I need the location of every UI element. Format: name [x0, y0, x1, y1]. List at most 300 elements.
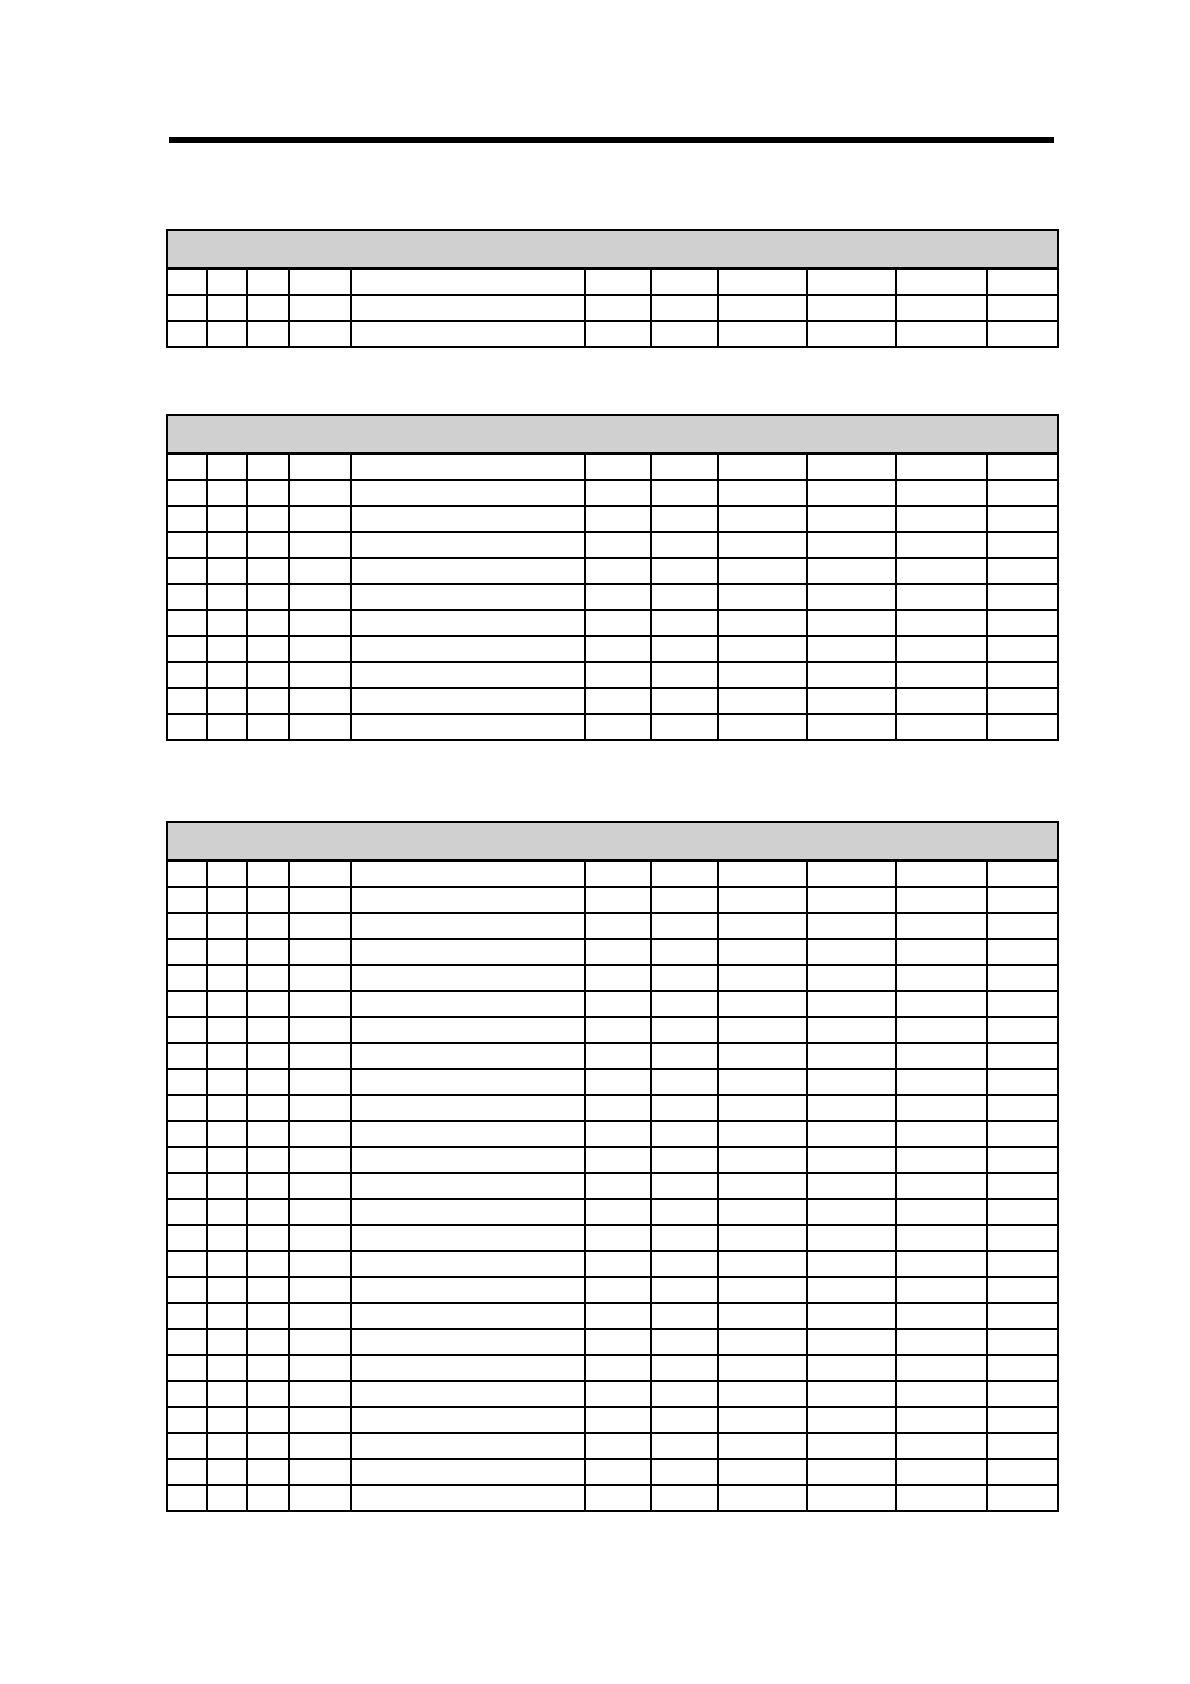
table-cell	[651, 1147, 718, 1173]
table-cell	[807, 913, 896, 939]
table-cell	[987, 1095, 1058, 1121]
table-cell	[247, 1199, 289, 1225]
table-row	[167, 1381, 1058, 1407]
table-cell	[585, 662, 651, 688]
table-row	[167, 965, 1058, 991]
table-cell	[807, 1303, 896, 1329]
table-cell	[718, 558, 807, 584]
table-row	[167, 991, 1058, 1017]
table-cell	[651, 454, 718, 481]
table-cell	[351, 269, 585, 296]
table-row	[167, 1459, 1058, 1485]
table-cell	[585, 1485, 651, 1511]
table-cell	[987, 861, 1058, 888]
table-cell	[167, 1225, 207, 1251]
table-row	[167, 321, 1058, 347]
table-cell	[247, 1173, 289, 1199]
table-cell	[896, 662, 987, 688]
table-cell	[718, 887, 807, 913]
table-cell	[247, 688, 289, 714]
table-cell	[207, 610, 247, 636]
table-cell	[289, 662, 351, 688]
table-cell	[651, 480, 718, 506]
table-cell	[351, 1069, 585, 1095]
table-cell	[247, 1225, 289, 1251]
table-cell	[247, 1433, 289, 1459]
table-cell	[207, 1095, 247, 1121]
table-cell	[807, 1017, 896, 1043]
table-cell	[247, 558, 289, 584]
table-cell	[167, 558, 207, 584]
table-cell	[167, 1381, 207, 1407]
table-cell	[207, 1017, 247, 1043]
table-cell	[718, 991, 807, 1017]
table-cell	[351, 1017, 585, 1043]
table-cell	[807, 939, 896, 965]
table-cell	[289, 1069, 351, 1095]
table-cell	[247, 887, 289, 913]
table-cell	[167, 584, 207, 610]
table-cell	[167, 714, 207, 740]
table-cell	[718, 1433, 807, 1459]
table-cell	[207, 1329, 247, 1355]
table-cell	[247, 321, 289, 347]
table-cell	[987, 1199, 1058, 1225]
table-row	[167, 532, 1058, 558]
table-cell	[351, 454, 585, 481]
table-cell	[585, 1095, 651, 1121]
table-cell	[585, 506, 651, 532]
table-row	[167, 1251, 1058, 1277]
table-cell	[807, 861, 896, 888]
table-cell	[718, 714, 807, 740]
table-header-band	[167, 415, 1058, 454]
table-cell	[585, 636, 651, 662]
table-cell	[351, 1407, 585, 1433]
table-cell	[247, 662, 289, 688]
table-cell	[207, 939, 247, 965]
table-row	[167, 1277, 1058, 1303]
table-cell	[289, 1173, 351, 1199]
table-cell	[289, 1277, 351, 1303]
table-cell	[807, 1459, 896, 1485]
table-cell	[289, 1225, 351, 1251]
table-header-band-label	[167, 415, 1058, 454]
table-cell	[718, 269, 807, 296]
table-row	[167, 1329, 1058, 1355]
table-cell	[207, 1225, 247, 1251]
table-cell	[896, 1225, 987, 1251]
table-cell	[207, 991, 247, 1017]
table-cell	[807, 636, 896, 662]
table-cell	[207, 1199, 247, 1225]
table-cell	[289, 1329, 351, 1355]
table-cell	[351, 1329, 585, 1355]
table-cell	[351, 295, 585, 321]
table-cell	[718, 1251, 807, 1277]
table-cell	[896, 1433, 987, 1459]
table-cell	[987, 636, 1058, 662]
table-cell	[718, 454, 807, 481]
table-cell	[807, 1121, 896, 1147]
table-cell	[167, 939, 207, 965]
table-row	[167, 480, 1058, 506]
table-row	[167, 1199, 1058, 1225]
table-cell	[896, 913, 987, 939]
table-cell	[718, 321, 807, 347]
table-cell	[651, 991, 718, 1017]
table-cell	[585, 610, 651, 636]
table-cell	[718, 1173, 807, 1199]
table-cell	[289, 1017, 351, 1043]
table-cell	[207, 269, 247, 296]
table-cell	[289, 913, 351, 939]
table-cell	[247, 1381, 289, 1407]
table-cell	[167, 1069, 207, 1095]
table-row	[167, 714, 1058, 740]
table-cell	[651, 269, 718, 296]
table-cell	[651, 321, 718, 347]
table-cell	[207, 1121, 247, 1147]
table-cell	[651, 1277, 718, 1303]
table-cell	[896, 454, 987, 481]
table-cell	[807, 532, 896, 558]
table-cell	[807, 454, 896, 481]
table-cell	[585, 321, 651, 347]
table-cell	[896, 714, 987, 740]
table-cell	[807, 1199, 896, 1225]
table-cell	[807, 1043, 896, 1069]
table-cell	[585, 1043, 651, 1069]
table-cell	[289, 861, 351, 888]
table-cell	[651, 1121, 718, 1147]
table-cell	[351, 1121, 585, 1147]
table-cell	[651, 714, 718, 740]
table-cell	[807, 714, 896, 740]
table-cell	[718, 1381, 807, 1407]
table-cell	[207, 321, 247, 347]
table-cell	[987, 1329, 1058, 1355]
table-cell	[987, 1225, 1058, 1251]
table-cell	[247, 1069, 289, 1095]
table-row	[167, 662, 1058, 688]
table-cell	[987, 1303, 1058, 1329]
table-row	[167, 1017, 1058, 1043]
table-cell	[987, 610, 1058, 636]
table-cell	[351, 1355, 585, 1381]
table-cell	[247, 1459, 289, 1485]
table-cell	[651, 532, 718, 558]
table-cell	[651, 887, 718, 913]
table-cell	[289, 714, 351, 740]
table-cell	[987, 1069, 1058, 1095]
table-cell	[807, 1173, 896, 1199]
table-cell	[651, 1199, 718, 1225]
table-cell	[207, 1485, 247, 1511]
table-cell	[807, 1147, 896, 1173]
table-cell	[987, 1147, 1058, 1173]
table-cell	[718, 662, 807, 688]
table-cell	[167, 861, 207, 888]
table-cell	[807, 1381, 896, 1407]
table-cell	[585, 714, 651, 740]
table-cell	[987, 506, 1058, 532]
table-cell	[351, 1303, 585, 1329]
table-cell	[289, 558, 351, 584]
table-cell	[987, 321, 1058, 347]
table-row	[167, 913, 1058, 939]
table-cell	[807, 584, 896, 610]
table-cell	[207, 1459, 247, 1485]
table-cell	[247, 506, 289, 532]
table-cell	[289, 1459, 351, 1485]
table-cell	[807, 1433, 896, 1459]
table-cell	[896, 295, 987, 321]
table-cell	[807, 558, 896, 584]
table-cell	[718, 1277, 807, 1303]
form-table-3	[166, 821, 1059, 1512]
table-cell	[289, 636, 351, 662]
table-row	[167, 861, 1058, 888]
table-cell	[585, 1303, 651, 1329]
table-cell	[651, 1173, 718, 1199]
table-cell	[207, 887, 247, 913]
table-cell	[351, 939, 585, 965]
table-cell	[718, 1069, 807, 1095]
table-cell	[585, 1121, 651, 1147]
table-cell	[289, 321, 351, 347]
table-cell	[651, 965, 718, 991]
table-cell	[651, 1225, 718, 1251]
table-cell	[718, 610, 807, 636]
table-cell	[351, 1225, 585, 1251]
table-cell	[585, 887, 651, 913]
table-row	[167, 1173, 1058, 1199]
table-cell	[167, 965, 207, 991]
table-cell	[167, 1329, 207, 1355]
table-cell	[585, 861, 651, 888]
table-cell	[351, 610, 585, 636]
table-cell	[247, 1017, 289, 1043]
table-cell	[896, 1381, 987, 1407]
table-cell	[718, 1459, 807, 1485]
table-row	[167, 1433, 1058, 1459]
table-cell	[351, 662, 585, 688]
table-cell	[167, 1433, 207, 1459]
table-cell	[247, 965, 289, 991]
table-cell	[987, 454, 1058, 481]
table-cell	[987, 269, 1058, 296]
table-cell	[351, 321, 585, 347]
table-cell	[351, 1251, 585, 1277]
table-cell	[207, 1355, 247, 1381]
table-cell	[167, 321, 207, 347]
table-cell	[351, 688, 585, 714]
table-cell	[718, 1225, 807, 1251]
table-cell	[896, 584, 987, 610]
table-cell	[289, 887, 351, 913]
table-row	[167, 584, 1058, 610]
table-cell	[289, 1303, 351, 1329]
table-cell	[807, 887, 896, 913]
table-cell	[651, 913, 718, 939]
table-cell	[718, 636, 807, 662]
table-cell	[167, 662, 207, 688]
table-cell	[585, 1277, 651, 1303]
table-cell	[167, 688, 207, 714]
table-cell	[289, 1251, 351, 1277]
table-cell	[807, 688, 896, 714]
table-cell	[207, 913, 247, 939]
table-cell	[718, 480, 807, 506]
table-cell	[987, 688, 1058, 714]
table-cell	[289, 269, 351, 296]
table-cell	[585, 1355, 651, 1381]
table-cell	[247, 610, 289, 636]
table-cell	[718, 506, 807, 532]
table-cell	[896, 887, 987, 913]
table-cell	[987, 584, 1058, 610]
table-cell	[351, 1199, 585, 1225]
table-cell	[585, 269, 651, 296]
table-cell	[987, 887, 1058, 913]
table-cell	[289, 506, 351, 532]
table-cell	[167, 1043, 207, 1069]
table-cell	[987, 1017, 1058, 1043]
table-cell	[718, 295, 807, 321]
table-cell	[247, 861, 289, 888]
table-cell	[896, 558, 987, 584]
table-cell	[167, 269, 207, 296]
table-cell	[651, 1485, 718, 1511]
table-cell	[207, 636, 247, 662]
table-cell	[167, 991, 207, 1017]
table-cell	[247, 1485, 289, 1511]
table-cell	[351, 1433, 585, 1459]
table-cell	[167, 1017, 207, 1043]
table-cell	[585, 558, 651, 584]
table-cell	[718, 1329, 807, 1355]
table-cell	[651, 1433, 718, 1459]
table-cell	[896, 1043, 987, 1069]
table-cell	[987, 991, 1058, 1017]
table-cell	[718, 1303, 807, 1329]
top-rule	[169, 137, 1054, 143]
table-cell	[289, 1355, 351, 1381]
table-cell	[289, 1407, 351, 1433]
table-cell	[351, 887, 585, 913]
table-cell	[207, 584, 247, 610]
table-row	[167, 1043, 1058, 1069]
table-cell	[896, 532, 987, 558]
table-cell	[896, 506, 987, 532]
table-cell	[167, 636, 207, 662]
table-cell	[651, 558, 718, 584]
table-cell	[207, 1433, 247, 1459]
table-cell	[987, 1277, 1058, 1303]
table-cell	[289, 688, 351, 714]
table-cell	[351, 506, 585, 532]
table-cell	[207, 295, 247, 321]
table-cell	[896, 321, 987, 347]
table-cell	[987, 913, 1058, 939]
table-cell	[289, 1043, 351, 1069]
table-cell	[651, 688, 718, 714]
table-header-band	[167, 822, 1058, 861]
table-cell	[896, 1121, 987, 1147]
table-cell	[207, 532, 247, 558]
table-cell	[207, 1381, 247, 1407]
table-row	[167, 1303, 1058, 1329]
table-cell	[896, 1199, 987, 1225]
table-cell	[351, 861, 585, 888]
table-cell	[585, 1017, 651, 1043]
table-cell	[807, 991, 896, 1017]
table-cell	[167, 610, 207, 636]
table-cell	[896, 1277, 987, 1303]
table-cell	[987, 939, 1058, 965]
table-cell	[207, 965, 247, 991]
table-cell	[247, 480, 289, 506]
table-cell	[718, 1355, 807, 1381]
table-cell	[585, 1173, 651, 1199]
table-cell	[718, 1147, 807, 1173]
table-cell	[987, 1355, 1058, 1381]
table-row	[167, 688, 1058, 714]
table-cell	[896, 269, 987, 296]
table-cell	[351, 558, 585, 584]
table-cell	[585, 480, 651, 506]
table-cell	[167, 1407, 207, 1433]
table-cell	[651, 1251, 718, 1277]
table-cell	[207, 1303, 247, 1329]
table-cell	[807, 1407, 896, 1433]
table-cell	[247, 1277, 289, 1303]
table-row	[167, 1069, 1058, 1095]
table-cell	[718, 861, 807, 888]
table-cell	[896, 688, 987, 714]
table-cell	[289, 1199, 351, 1225]
table-cell	[289, 584, 351, 610]
table-cell	[247, 1043, 289, 1069]
table-cell	[247, 1147, 289, 1173]
table-cell	[167, 1173, 207, 1199]
table-cell	[987, 295, 1058, 321]
table-cell	[987, 965, 1058, 991]
table-cell	[896, 636, 987, 662]
table-cell	[289, 1095, 351, 1121]
table-cell	[651, 610, 718, 636]
table-cell	[718, 1095, 807, 1121]
table-cell	[807, 1069, 896, 1095]
table-cell	[247, 454, 289, 481]
table-cell	[207, 688, 247, 714]
table-cell	[207, 558, 247, 584]
table-row	[167, 295, 1058, 321]
table-cell	[651, 662, 718, 688]
table-cell	[987, 662, 1058, 688]
table-row	[167, 939, 1058, 965]
table-cell	[351, 1277, 585, 1303]
table-row	[167, 1225, 1058, 1251]
table-cell	[651, 939, 718, 965]
table-cell	[585, 913, 651, 939]
table-cell	[651, 636, 718, 662]
table-cell	[167, 1147, 207, 1173]
table-cell	[351, 1459, 585, 1485]
table-cell	[896, 610, 987, 636]
table-row	[167, 610, 1058, 636]
